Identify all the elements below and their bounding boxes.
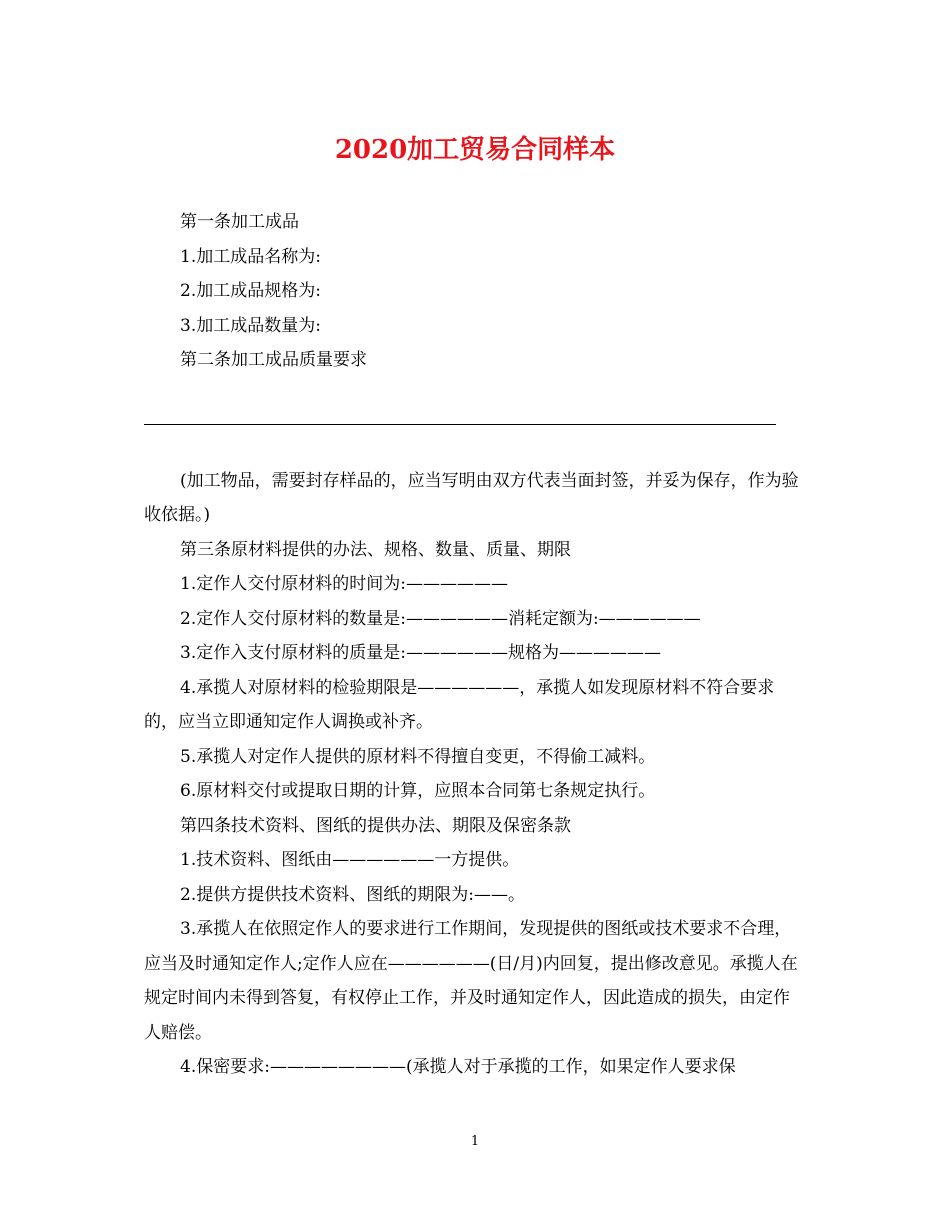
clause-2-heading: 第二条加工成品质量要求	[180, 350, 367, 370]
fill-in-line	[144, 424, 776, 425]
clause-1-item-3: 3.加工成品数量为:	[180, 315, 321, 336]
clause-4-item-4: 4.保密要求:————————(承揽人对于承揽的工作，如果定作人要求保	[180, 1057, 736, 1077]
clause-4-item-2: 2.提供方提供技术资料、图纸的期限为:——。	[180, 884, 525, 905]
page-number: 1	[470, 1134, 480, 1149]
clause-1-item-1: 1.加工成品名称为:	[180, 246, 321, 267]
clause-3-item-3: 3.定作入支付原材料的质量是:——————规格为——————	[180, 643, 661, 663]
clause-4-item-3: 3.承揽人在依照定作人的要求进行工作期间，发现提供的图纸或技术要求不合理，应当及时通知定作人;定作人应在——————(日/月)内回复，提出修改意见。承揽人在规定时间内未得到答复，有权停止工作，并及时通知定作人，因此造成的损失，由定作人赔偿。	[144, 919, 798, 1043]
clause-3-item-2: 2.定作人交付原材料的数量是:——————消耗定额为:——————	[180, 608, 701, 629]
clause-2-note: (加工物品，需要封存样品的，应当写明由双方代表当面封签，并妥为保存，作为验收依据。)	[144, 470, 799, 525]
document-title: 2020加工贸易合同样本	[334, 135, 616, 165]
clause-3-item-6: 6.原材料交付或提取日期的计算，应照本合同第七条规定执行。	[180, 781, 656, 801]
clause-3-heading: 第三条原材料提供的办法、规格、数量、质量、期限	[180, 539, 571, 560]
clause-1-heading: 第一条加工成品	[180, 212, 299, 232]
clause-3-item-5: 5.承揽人对定作人提供的原材料不得擅自变更，不得偷工减料。	[180, 746, 656, 767]
document-body	[144, 205, 804, 1085]
clause-4-heading: 第四条技术资料、图纸的提供办法、期限及保密条款	[180, 815, 571, 836]
clause-3-item-1: 1.定作人交付原材料的时间为:——————	[180, 574, 508, 594]
clause-3-item-4: 4.承揽人对原材料的检验期限是——————，承揽人如发现原材料不符合要求的，应当立即通知定作人调换或补齐。	[144, 677, 775, 732]
clause-4-item-1: 1.技术资料、图纸由——————一方提供。	[180, 850, 520, 870]
blank-line-area	[144, 378, 804, 464]
clause-1-item-2: 2.加工成品规格为:	[180, 281, 321, 301]
